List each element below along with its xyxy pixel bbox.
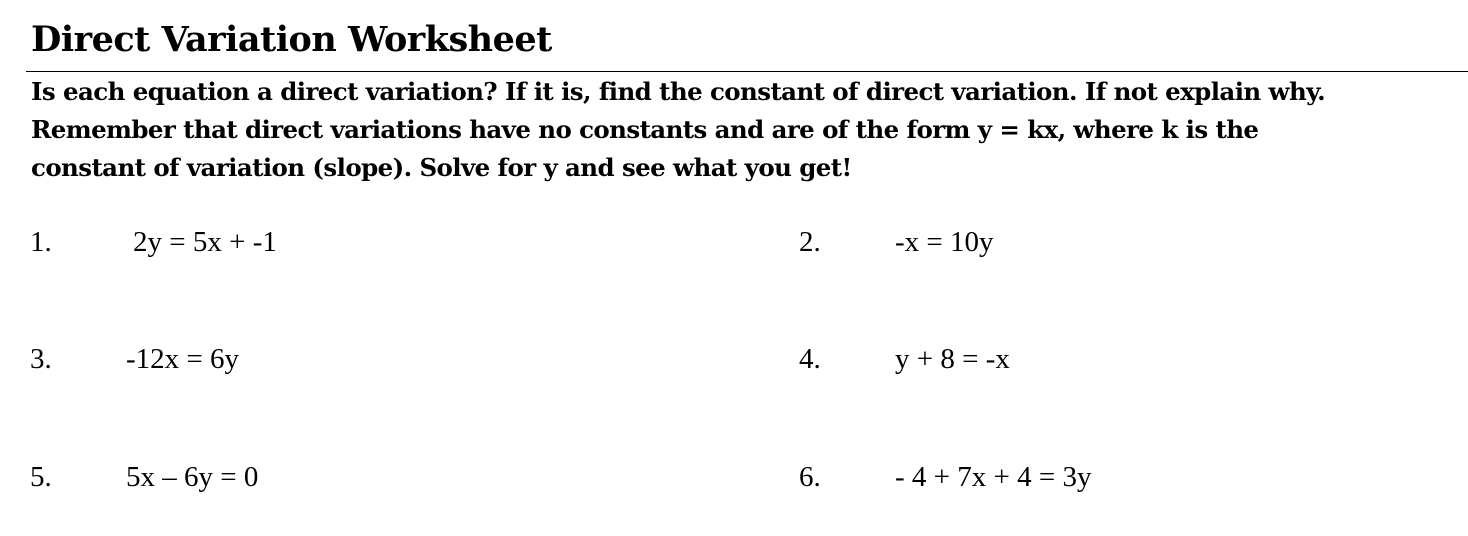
problem-number: 6. [799, 461, 821, 493]
problem-number: 1. [30, 226, 52, 258]
instruction-line-3: constant of variation (slope). Solve for y and see what you get! [31, 153, 852, 182]
problem-equation: 2y = 5x + -1 [133, 226, 277, 258]
problem-equation: - 4 + 7x + 4 = 3y [895, 461, 1092, 493]
instruction-line-1: Is each equation a direct variation? If it is, find the constant of direct variation. If not explain why. [31, 77, 1325, 106]
problem-number: 4. [799, 343, 821, 375]
title-divider [26, 71, 1468, 72]
instruction-line-2: Remember that direct variations have no constants and are of the form y = kx, where k is the [31, 115, 1259, 144]
problem-equation: -12x = 6y [126, 343, 240, 375]
problem-number: 2. [799, 226, 821, 258]
problem-number: 5. [30, 461, 52, 493]
instructions [31, 73, 1451, 187]
problem-number: 3. [30, 343, 52, 375]
problem-equation: -x = 10y [895, 226, 994, 258]
problem-equation: y + 8 = -x [895, 343, 1010, 375]
worksheet-title: Direct Variation Worksheet [31, 19, 552, 60]
problem-equation: 5x – 6y = 0 [126, 461, 259, 493]
